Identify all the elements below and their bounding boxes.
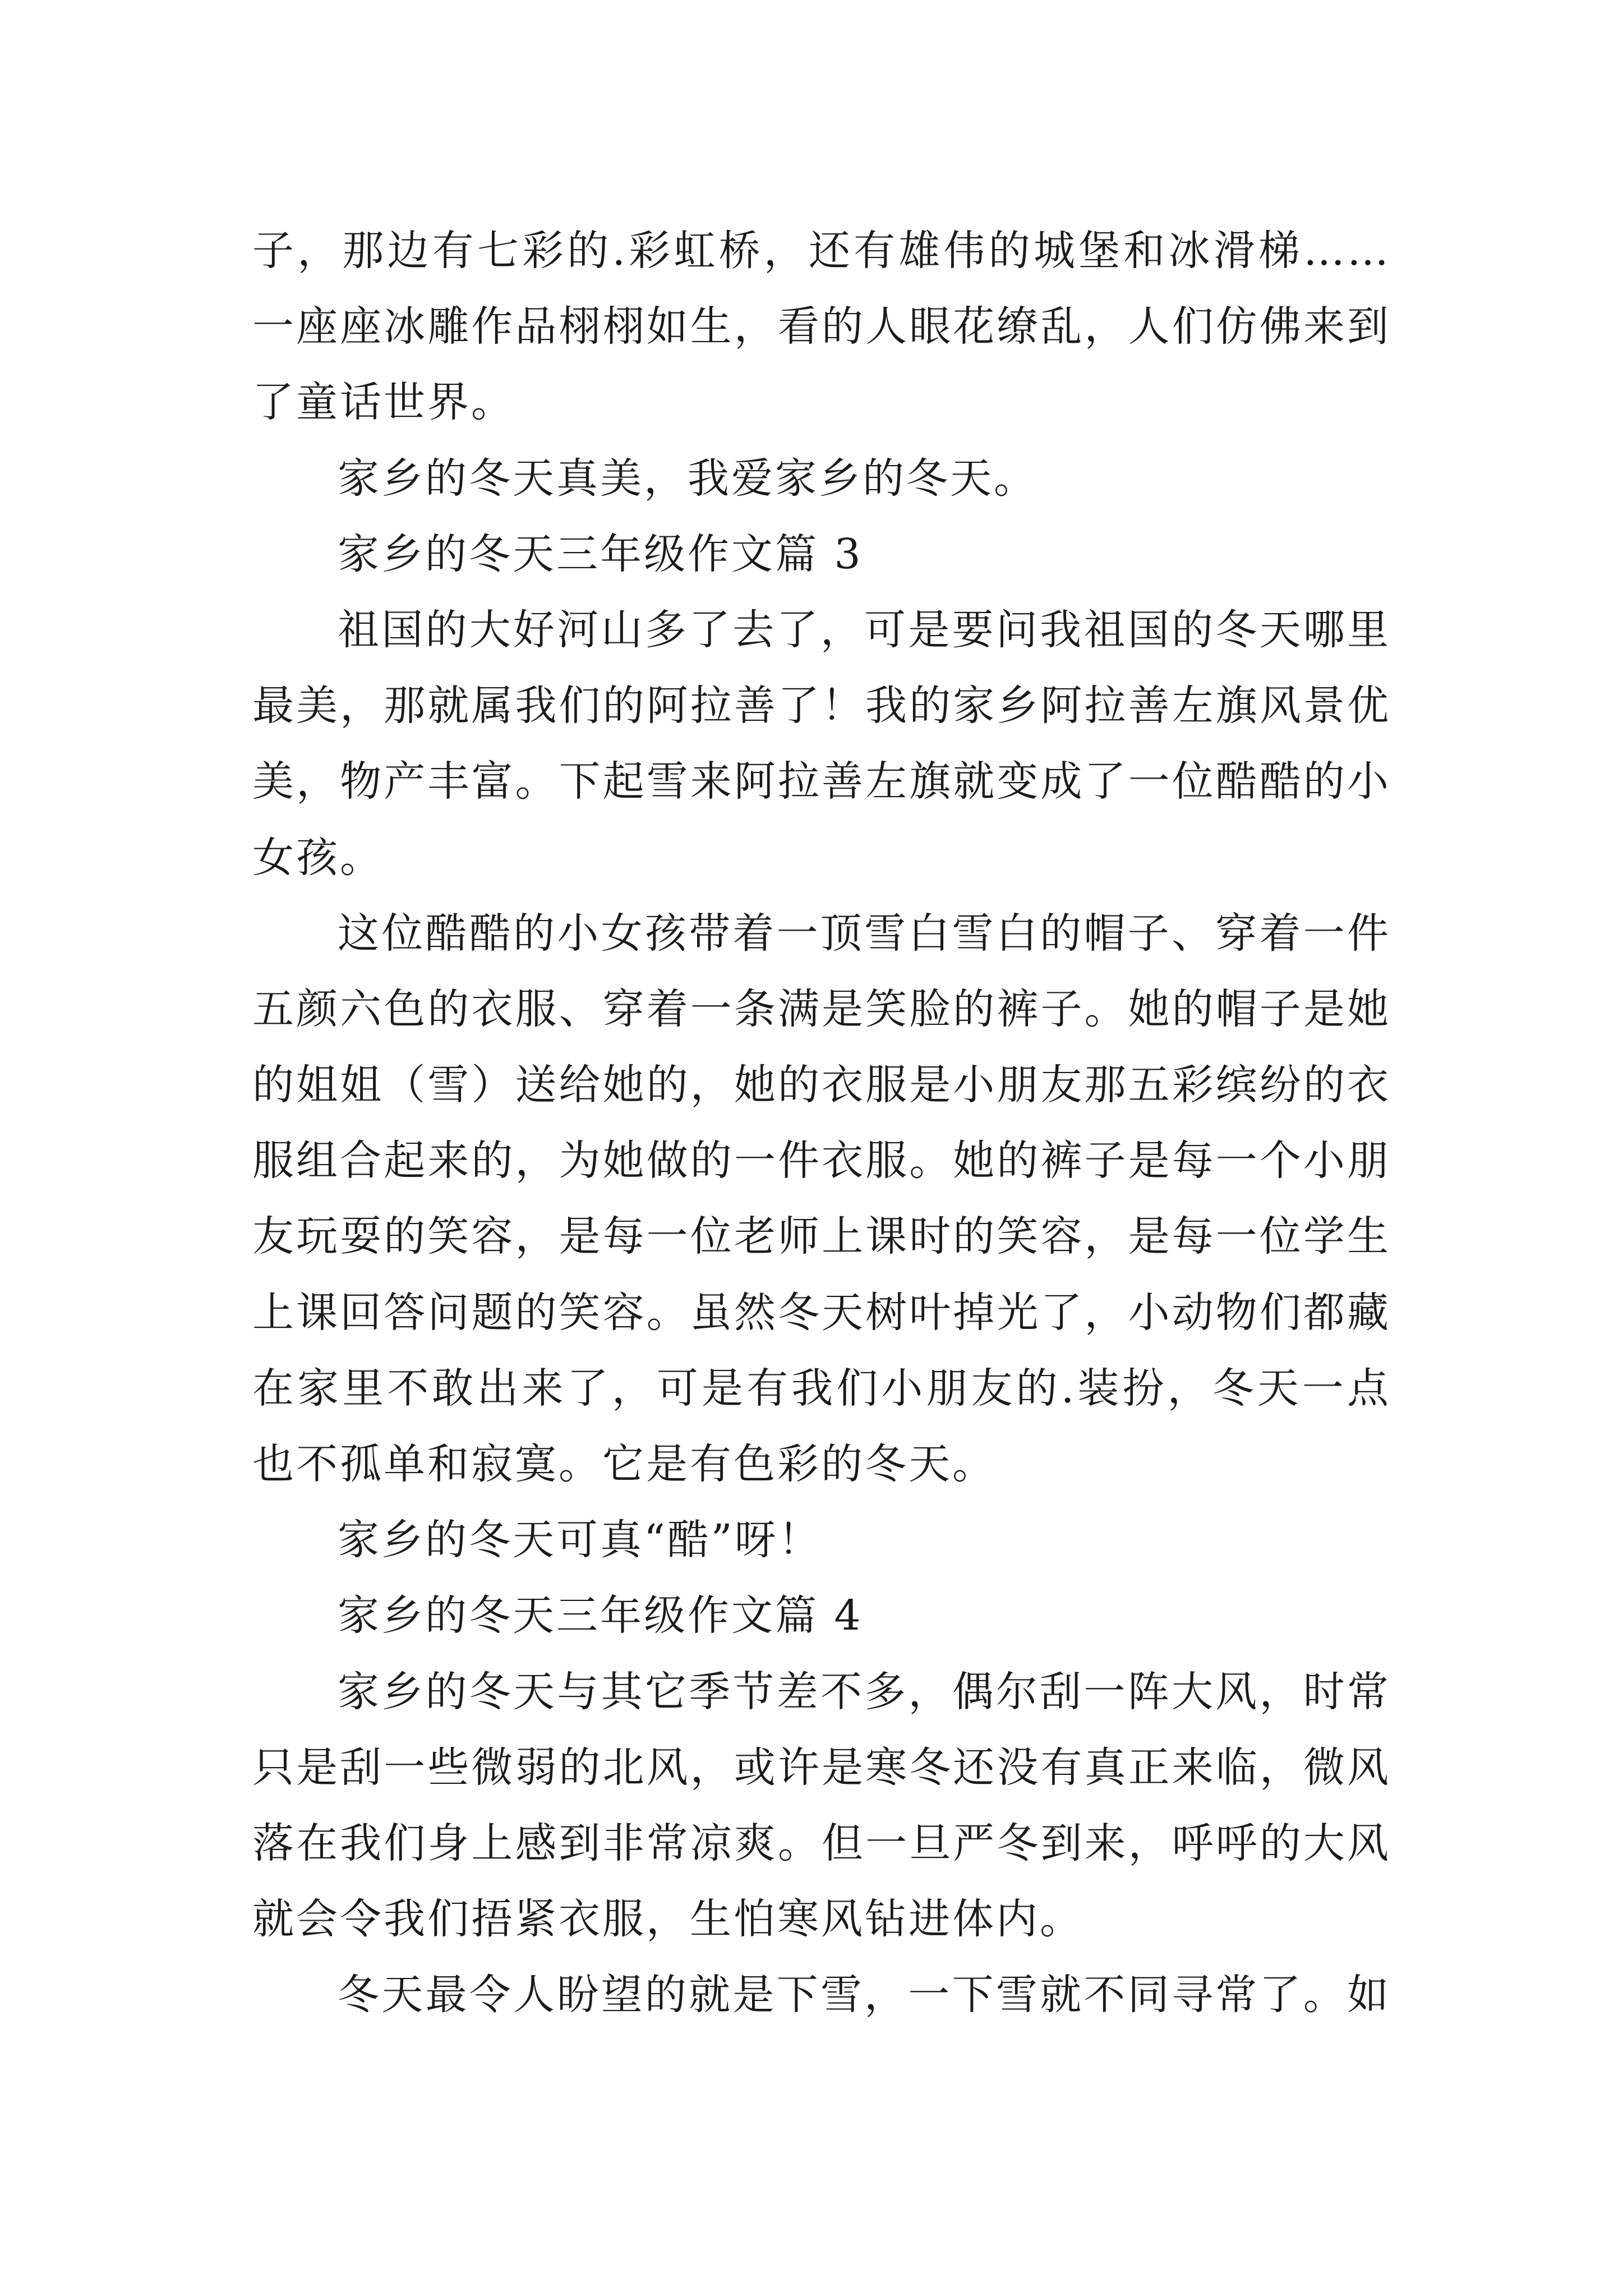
text-line: 友玩耍的笑容，是每一位老师上课时的笑容，是每一位学生	[252, 1212, 1391, 1261]
text-line: 的姐姐（雪）送给她的，她的衣服是小朋友那五彩缤纷的衣	[252, 1061, 1391, 1110]
document-page	[252, 213, 1391, 2033]
text-line: 在家里不敢出来了，可是有我们小朋友的.装扮，冬天一点	[252, 1364, 1391, 1412]
text-line: 服组合起来的，为她做的一件衣服。她的裤子是每一个小朋	[252, 1137, 1391, 1185]
text-line: 一座座冰雕作品栩栩如生，看的人眼花缭乱，人们仿佛来到	[252, 302, 1391, 351]
text-line: 子，那边有七彩的.彩虹桥，还有雄伟的城堡和冰滑梯……	[252, 227, 1391, 275]
text-line: 家乡的冬天真美，我爱家乡的冬天。	[338, 454, 1038, 503]
text-line: 也不孤单和寂寞。它是有色彩的冬天。	[252, 1440, 996, 1488]
text-line: 上课回答问题的笑容。虽然冬天树叶掉光了，小动物们都藏	[252, 1288, 1391, 1337]
text-line: 冬天最令人盼望的就是下雪，一下雪就不同寻常了。如	[338, 1971, 1391, 2019]
text-line: 女孩。	[252, 833, 384, 882]
text-line: 就会令我们捂紧衣服，生怕寒风钻进体内。	[252, 1895, 1083, 1944]
text-line: 了童话世界。	[252, 378, 515, 427]
text-line: 最美，那就属我们的阿拉善了！我的家乡阿拉善左旗风景优	[252, 682, 1391, 730]
text-line: 落在我们身上感到非常凉爽。但一旦严冬到来，呼呼的大风	[252, 1819, 1391, 1867]
text-line: 美，物产丰富。下起雪来阿拉善左旗就变成了一位酷酷的小	[252, 757, 1391, 806]
text-line: 只是刮一些微弱的北风，或许是寒冬还没有真正来临，微风	[252, 1743, 1391, 1792]
text-line: 家乡的冬天可真“酷”呀！	[338, 1516, 822, 1565]
section-heading: 家乡的冬天三年级作文篇 3	[338, 530, 863, 578]
section-heading: 家乡的冬天三年级作文篇 4	[338, 1591, 863, 1640]
text-line: 这位酷酷的小女孩带着一顶雪白雪白的帽子、穿着一件	[338, 909, 1391, 958]
text-line: 祖国的大好河山多了去了，可是要问我祖国的冬天哪里	[338, 605, 1391, 654]
text-line: 家乡的冬天与其它季节差不多，偶尔刮一阵大风，时常	[338, 1667, 1391, 1716]
text-line: 五颜六色的衣服、穿着一条满是笑脸的裤子。她的帽子是她	[252, 984, 1391, 1033]
